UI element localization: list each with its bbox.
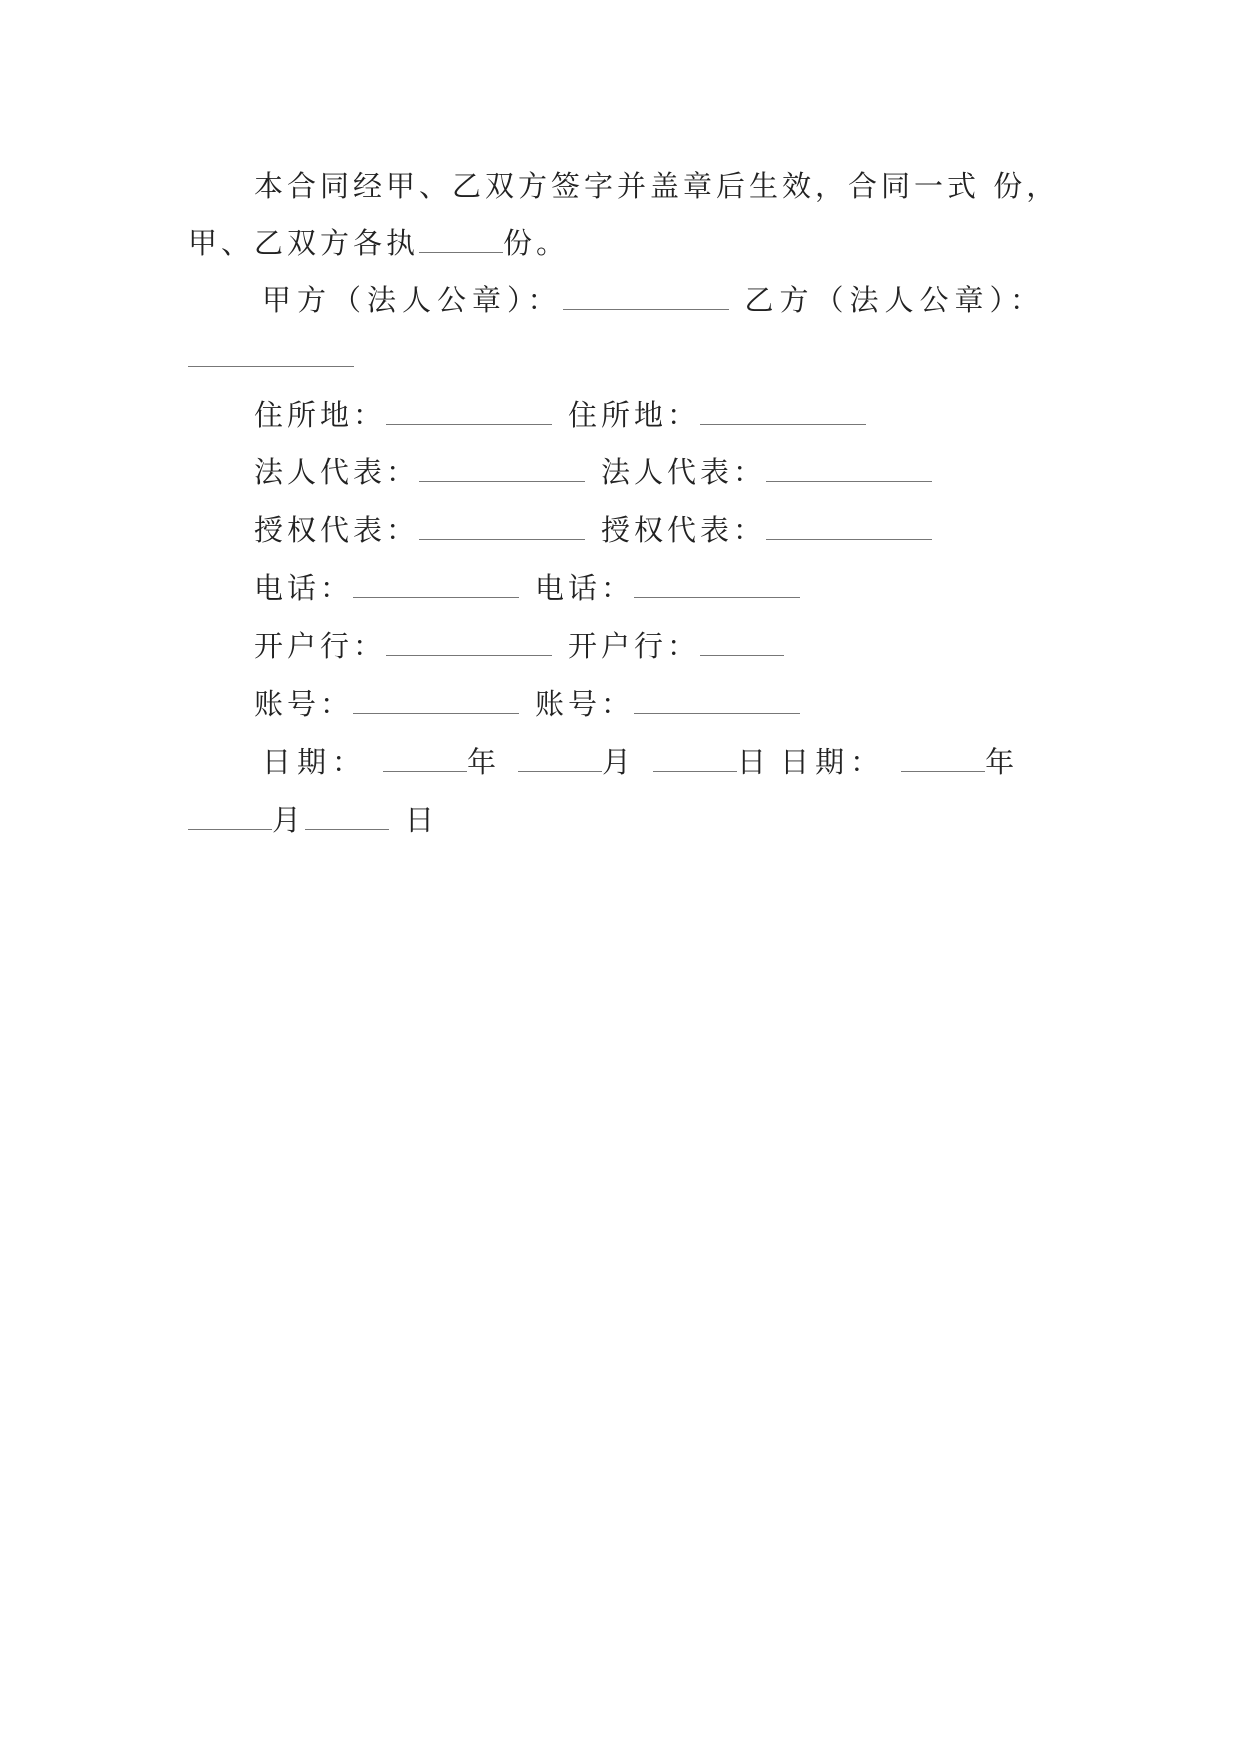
auth-rep-b-label: 授权代表： xyxy=(601,513,767,547)
legal-rep-a-blank[interactable] xyxy=(419,455,585,482)
date-row xyxy=(262,742,1020,782)
clause-text-2: 甲、乙双方各执 xyxy=(188,226,420,260)
auth-rep-a-label: 授权代表： xyxy=(254,513,420,547)
legal-rep-a-label: 法人代表： xyxy=(254,455,420,489)
clause-text-2-suffix: 份。 xyxy=(503,226,570,260)
date-b-month-blank[interactable] xyxy=(188,803,272,830)
account-b-blank[interactable] xyxy=(634,687,800,714)
date-b-month-label: 月 xyxy=(272,803,306,837)
party-a-seal-blank[interactable] xyxy=(563,283,729,310)
date-b-year-blank[interactable] xyxy=(901,745,985,772)
date-a-label: 日期： xyxy=(262,745,368,779)
phone-a-blank[interactable] xyxy=(353,571,519,598)
account-row xyxy=(254,684,800,724)
party-seal-row xyxy=(262,280,1045,320)
address-b-label: 住所地： xyxy=(568,398,701,432)
phone-b-blank[interactable] xyxy=(634,571,800,598)
phone-a-label: 电话： xyxy=(254,571,354,605)
clause-line-1 xyxy=(254,166,1059,206)
date-a-month-label: 月 xyxy=(602,745,638,779)
date-b-label: 日期： xyxy=(780,745,886,779)
copies-blank[interactable] xyxy=(419,226,503,253)
date-a-day-blank[interactable] xyxy=(653,745,737,772)
legal-rep-b-label: 法人代表： xyxy=(601,455,767,489)
date-a-year-label: 年 xyxy=(467,745,503,779)
bank-a-label: 开户行： xyxy=(254,629,387,663)
bank-b-blank[interactable] xyxy=(700,629,784,656)
clause-line-2 xyxy=(188,223,569,263)
party-b-seal-label: 乙方（法人公章）： xyxy=(744,283,1046,317)
address-a-label: 住所地： xyxy=(254,398,387,432)
date-row-continuation xyxy=(188,800,438,840)
auth-rep-row xyxy=(254,510,932,550)
date-a-day-label: 日 xyxy=(737,745,773,779)
legal-rep-b-blank[interactable] xyxy=(766,455,932,482)
auth-rep-a-blank[interactable] xyxy=(419,513,585,540)
date-b-day-label: 日 xyxy=(405,803,439,837)
bank-b-label: 开户行： xyxy=(568,629,701,663)
account-a-label: 账号： xyxy=(254,687,354,721)
clause-text-1: 本合同经甲、乙双方签字并盖章后生效，合同一式 份， xyxy=(254,169,1060,203)
address-row xyxy=(254,395,866,435)
auth-rep-b-blank[interactable] xyxy=(766,513,932,540)
party-a-seal-label: 甲方（法人公章）： xyxy=(262,283,563,317)
date-b-day-blank[interactable] xyxy=(305,803,389,830)
date-b-year-label: 年 xyxy=(985,745,1021,779)
phone-row xyxy=(254,568,800,608)
phone-b-label: 电话： xyxy=(535,571,635,605)
address-b-blank[interactable] xyxy=(700,398,866,425)
bank-row xyxy=(254,626,784,666)
party-b-seal-blank[interactable] xyxy=(188,340,354,367)
address-a-blank[interactable] xyxy=(386,398,552,425)
account-b-label: 账号： xyxy=(535,687,635,721)
date-a-year-blank[interactable] xyxy=(383,745,467,772)
date-a-month-blank[interactable] xyxy=(518,745,602,772)
party-b-seal-continuation xyxy=(188,337,354,377)
bank-a-blank[interactable] xyxy=(386,629,552,656)
account-a-blank[interactable] xyxy=(353,687,519,714)
legal-rep-row xyxy=(254,452,932,492)
